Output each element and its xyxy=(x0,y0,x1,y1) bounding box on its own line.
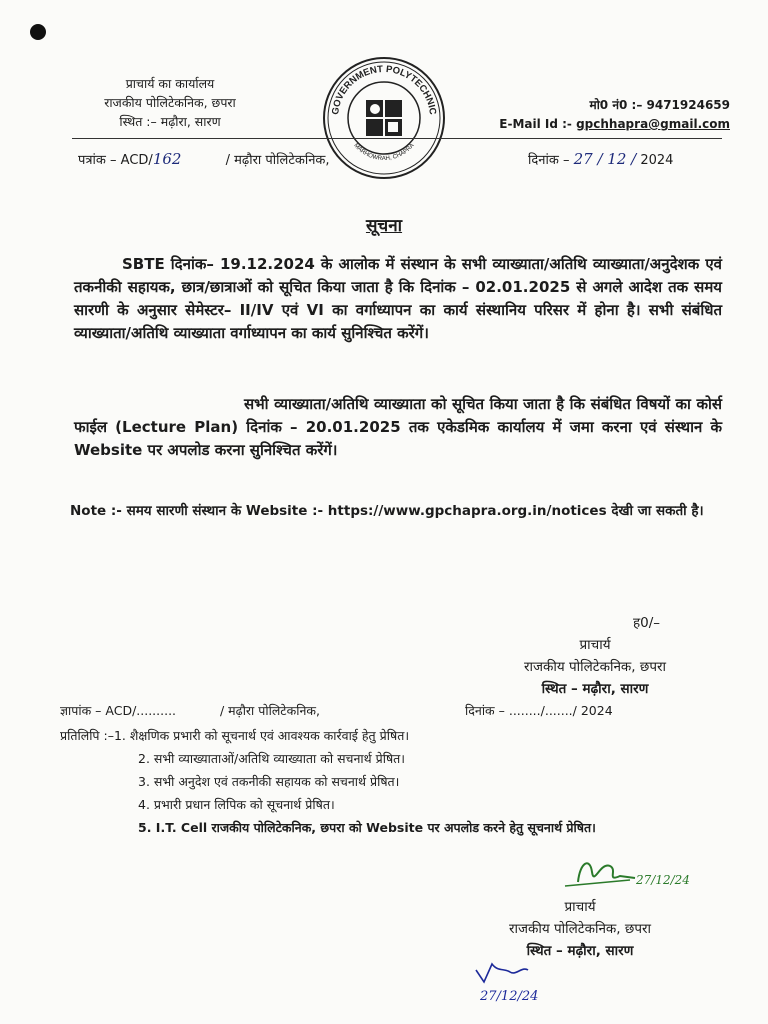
notice-paragraph-1: SBTE दिनांक– 19.12.2024 के आलोक में संस्थान के सभी व्याख्याता/अतिथि व्याख्याता/अनुदेशक एवं तकनीकी सहायक, छात्र/छात्राओं को सूचित किया जाता है कि दिनांक – 02.01.2025 से अगले आदेश तक समय सारणी के अनुसार सेमेस्टर– II/IV एवं VI का वर्गाध्यापन का कार्य संस्थानिय परिसर में होना है। सभी संबंधित व्याख्याता/अतिथि व्याख्याता वर्गाध्यापन का कार्य सुनिश्चित करेंगें। xyxy=(74,255,722,342)
copy-reference-line xyxy=(60,702,720,719)
reference-line xyxy=(78,150,718,168)
sig2-location: स्थित – मढ़ौरा, सारण xyxy=(526,943,634,959)
office-address xyxy=(70,74,270,131)
initials-date: 27/12/24 xyxy=(480,989,539,1004)
contact-block xyxy=(480,96,730,134)
copy-list-item: 4. प्रभारी प्रधान लिपिक को सूचनार्थ प्रेषित। xyxy=(138,797,335,812)
sig1-location: स्थित – मढ़ौरा, सारण xyxy=(541,681,649,697)
handwritten-initials xyxy=(470,958,560,1008)
header-divider xyxy=(72,138,722,139)
signature-date: 27/12/24 xyxy=(636,873,690,887)
copy-place: / मढ़ौरा पोलिटेकनिक, xyxy=(220,703,320,718)
patrank-number: 162 xyxy=(152,150,182,168)
office-line-3: स्थित :– मढ़ौरा, सारण xyxy=(119,114,221,129)
sig2-institute: राजकीय पोलिटेकनिक, छपरा xyxy=(508,921,652,937)
signature-block-2 xyxy=(460,896,700,962)
notice-note: Note :- समय सारणी संस्थान के Website :- https://www.gpchapra.org.in/notices देखी जा सकती है। xyxy=(70,503,704,519)
date-handwritten: 27 / 12 / xyxy=(573,150,637,168)
copy-prefix: प्रतिलिपि :– xyxy=(60,728,114,743)
principal-signature xyxy=(560,852,700,898)
email-label: E-Mail Id :- xyxy=(499,117,577,131)
copy-list-item: 3. सभी अनुदेश एवं तकनीकी सहायक को सचनार्थ प्रेषित। xyxy=(138,774,400,789)
punch-hole-mark xyxy=(30,24,46,40)
ref-date xyxy=(528,150,673,168)
patrank-label: पत्रांक – ACD/ xyxy=(78,153,153,168)
sig1-ha: ह0/– xyxy=(632,615,660,631)
notice-paragraph-2: सभी व्याख्याता/अतिथि व्याख्याता को सूचित किया जाता है कि संबंधित विषयों का कोर्स फाईल (Lecture Plan) दिनांक – 20.01.2025 तक एकेडमिक कार्यालय में जमा करना एवं संस्थान के Website पर अपलोड करना सुनिश्चित करेंगें। xyxy=(74,395,722,459)
office-line-1: प्राचार्य का कार्यालय xyxy=(125,76,215,91)
sig1-institute: राजकीय पोलिटेकनिक, छपरा xyxy=(523,659,667,675)
seal-top-text: GOVERNMENT POLYTECHNIC xyxy=(330,63,438,116)
ref-place: / मढ़ौरा पोलिटेकनिक, xyxy=(225,153,330,168)
date-year: 2024 xyxy=(636,153,674,168)
copy-list-item: प्रतिलिपि :–1. शैक्षणिक प्रभारी को सूचनार्थ एवं आवश्यक कार्रवाई हेतु प्रेषित। xyxy=(60,728,410,743)
email-row xyxy=(480,115,730,134)
seal-bottom-text: MARHOWRAH, CHAPRA xyxy=(352,142,416,163)
email-address[interactable]: gpchhapra@gmail.com xyxy=(576,117,730,131)
office-line-2: राजकीय पोलिटेकनिक, छपरा xyxy=(104,95,236,110)
copy-date: दिनांक – ......../......./ 2024 xyxy=(465,703,613,718)
signature-block-1 xyxy=(480,612,710,700)
date-label: दिनांक – xyxy=(528,153,574,168)
notice-title: सूचना xyxy=(365,216,403,236)
copy-list-item: 5. I.T. Cell राजकीय पोलिटेकनिक, छपरा को Website पर अपलोड करने हेतु सूचनार्थ प्रेषित। xyxy=(138,820,596,835)
copy-list-item: 2. सभी व्याख्याताओं/अतिथि व्याख्याता को सचनार्थ प्रेषित। xyxy=(138,751,406,766)
sig2-designation: प्राचार्य xyxy=(564,899,596,915)
copy-distribution-list xyxy=(60,724,720,839)
sig1-designation: प्राचार्य xyxy=(579,637,611,653)
gyapank-label: ज्ञापांक – ACD/.......... xyxy=(60,703,177,718)
mobile-number: मो0 नं0 :– 9471924659 xyxy=(589,98,730,112)
